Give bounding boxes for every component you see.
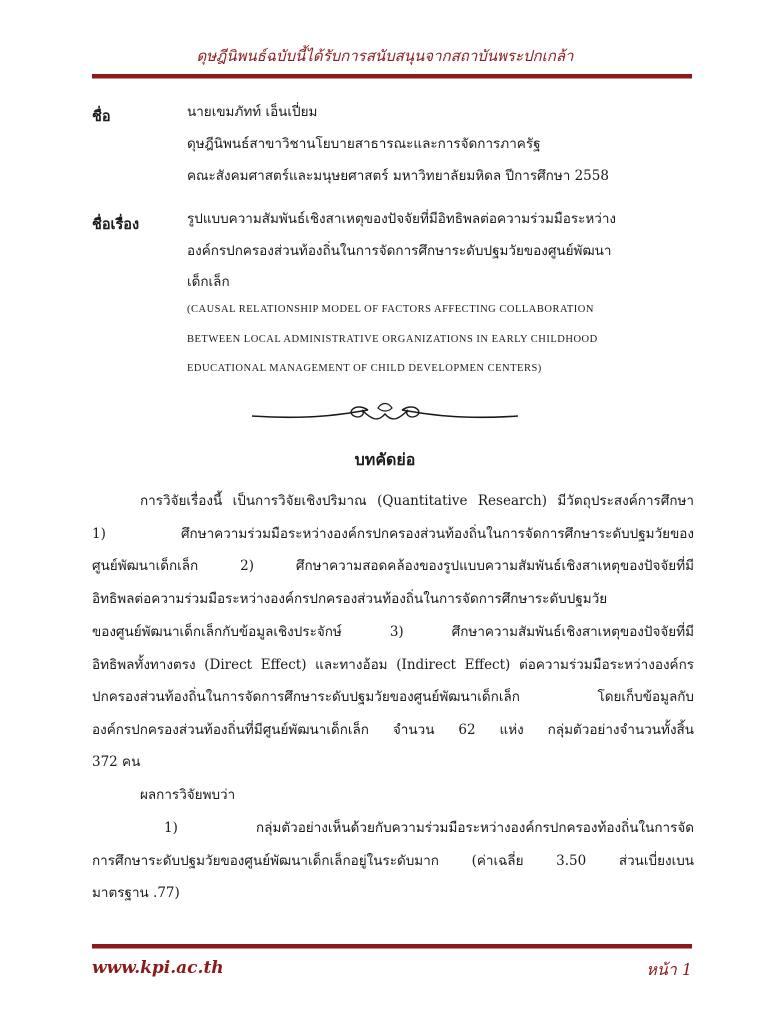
thesis-title-label: ชื่อเรื่อง	[92, 216, 140, 233]
abstract-line-3: ศูนย์พัฒนาเด็กเล็ก 2) ศึกษาความสอดคล้องของรูปแบบความสัมพันธ์เชิงสาเหตุของปัจจัยที่มี	[92, 558, 694, 574]
abstract-line-9: 372 คน	[92, 754, 141, 770]
running-header: ดุษฎีนิพนธ์ฉบับนี้ได้รับการสนับสนุนจากสถาบันพระปกเกล้า	[196, 47, 574, 65]
author-name: นายเขมภัทท์ เอ็นเปี่ยม	[187, 104, 318, 120]
thesis-title-line-1: รูปแบบความสัมพันธ์เชิงสาเหตุของปัจจัยที่มีอิทธิพลต่อความร่วมมือระหว่าง	[187, 211, 617, 227]
abstract-line-4: อิทธิพลต่อความร่วมมือระหว่างองค์กรปกครองส่วนท้องถิ่นในการจัดการศึกษาระดับปฐมวัย	[92, 591, 608, 607]
result-1-line-1: 1) กลุ่มตัวอย่างเห็นด้วยกับความร่วมมือระหว่างองค์กรปกครองท้องถิ่นในการจัด	[164, 820, 694, 836]
abstract-line-6: อิทธิพลทั้งทางตรง (Direct Effect) และทางอ้อม (Indirect Effect) ต่อความร่วมมือระหว่างองค์กร	[92, 657, 694, 673]
abstract-line-5: ของศูนย์พัฒนาเด็กเล็กกับข้อมูลเชิงประจักษ์ 3) ศึกษาความสัมพันธ์เชิงสาเหตุของปัจจัยที่มี	[92, 624, 694, 640]
footer-website-link[interactable]: www.kpi.ac.th	[92, 958, 224, 978]
decorative-divider-ornament	[250, 398, 520, 430]
results-heading: ผลการวิจัยพบว่า	[140, 787, 236, 803]
thesis-title-line-2: องค์กรปกครองส่วนท้องถิ่นในการจัดการศึกษาระดับปฐมวัยของศูนย์พัฒนา	[187, 243, 612, 259]
thesis-english-line-2: BETWEEN LOCAL ADMINISTRATIVE ORGANIZATIONS IN EARLY CHILDHOOD	[187, 334, 598, 345]
author-label: ชื่อ	[92, 108, 111, 125]
abstract-heading: บทคัดย่อ	[354, 450, 416, 469]
author-program: ดุษฎีนิพนธ์สาขาวิชานโยบายสาธารณะและการจัดการภาครัฐ	[187, 136, 541, 152]
thesis-english-line-1: (CAUSAL RELATIONSHIP MODEL OF FACTORS AFFECTING COLLABORATION	[187, 304, 594, 315]
result-1-line-2: การศึกษาระดับปฐมวัยของศูนย์พัฒนาเด็กเล็กอยู่ในระดับมาก (ค่าเฉลี่ย 3.50 ส่วนเบี่ยงเบน	[92, 853, 694, 869]
thesis-title-line-3: เด็กเล็ก	[187, 274, 230, 290]
header-divider	[92, 74, 692, 79]
page-number: หน้า 1	[646, 960, 692, 979]
abstract-line-1: การวิจัยเรื่องนี้ เป็นการวิจัยเชิงปริมาณ (Quantitative Research) มีวัตถุประสงค์การศึกษา	[140, 493, 694, 509]
abstract-line-7: ปกครองส่วนท้องถิ่นในการจัดการศึกษาระดับปฐมวัยของศูนย์พัฒนาเด็กเล็ก โดยเก็บข้อมูลกับ	[92, 689, 694, 705]
thesis-english-line-3: EDUCATIONAL MANAGEMENT OF CHILD DEVELOPMEN CENTERS)	[187, 363, 542, 374]
author-faculty: คณะสังคมศาสตร์และมนุษยศาสตร์ มหาวิทยาลัยมหิดล ปีการศึกษา 2558	[187, 168, 609, 184]
result-1-line-3: มาตรฐาน .77)	[92, 885, 180, 901]
footer-divider	[92, 944, 692, 949]
abstract-line-8: องค์กรปกครองส่วนท้องถิ่นที่มีศูนย์พัฒนาเด็กเล็ก จำนวน 62 แห่ง กลุ่มตัวอย่างจำนวนทั้งสิ้น	[92, 722, 694, 738]
abstract-line-2: 1) ศึกษาความร่วมมือระหว่างองค์กรปกครองส่วนท้องถิ่นในการจัดการศึกษาระดับปฐมวัยของ	[92, 526, 694, 542]
